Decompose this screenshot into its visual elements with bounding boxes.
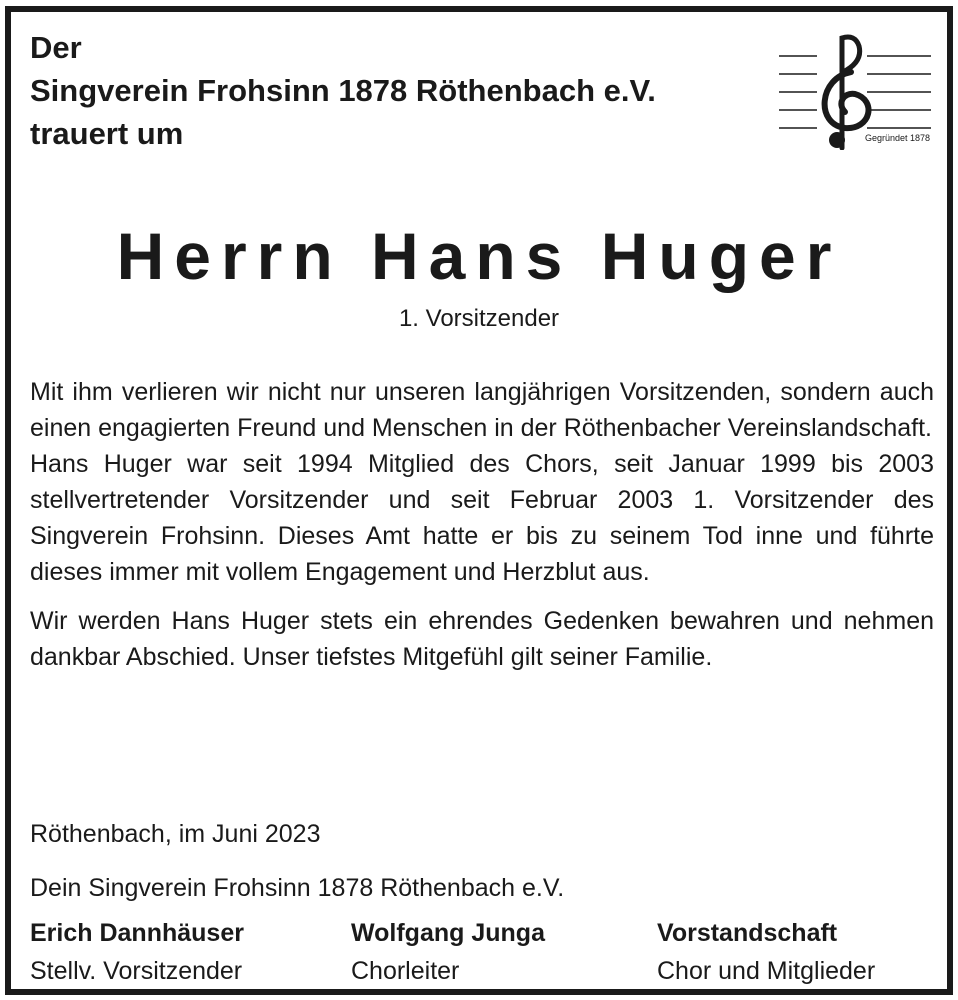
treble-clef-icon xyxy=(779,32,931,150)
signature-title: Stellv. Vorsitzender xyxy=(30,957,243,985)
signature-title: Chorleiter xyxy=(351,957,460,985)
deceased-role: 1. Vorsitzender xyxy=(398,305,560,332)
club-logo xyxy=(779,32,931,150)
signature-title: Chor und Mitglieder xyxy=(657,957,876,985)
place-date: Röthenbach, im Juni 2023 xyxy=(30,820,321,848)
paragraph-biography: Hans Huger war seit 1994 Mitglied des Chors, seit Januar 1999 bis 2003 stellvertretender Vorsitzender und seit Februar 2003 1. Vorsitzender des Singverein Frohsinn. Dieses Amt hatte er bis zu seinem Tod inne und führte dieses immer mit vollem Engagement und Herzblut aus. xyxy=(30,450,934,586)
obituary-text xyxy=(30,374,934,675)
signature-vorstandschaft xyxy=(657,914,875,990)
signature-name: Wolfgang Junga xyxy=(351,919,545,947)
header-line-club: Singverein Frohsinn 1878 Röthenbach e.V. xyxy=(30,73,656,108)
sender-line: Dein Singverein Frohsinn 1878 Röthenbach e.V. xyxy=(30,874,565,902)
signature-erich-dannhaeuser xyxy=(30,914,244,990)
header-line-mourns: trauert um xyxy=(30,116,184,151)
paragraph-farewell: Wir werden Hans Huger stets ein ehrendes Gedenken bewahren und nehmen dankbar Abschied. Unser tiefstes Mitgefühl gilt seiner Familie. xyxy=(30,607,934,671)
logo-caption: Gegründet 1878 xyxy=(865,133,931,143)
obituary-notice xyxy=(5,6,953,995)
header-line-der: Der xyxy=(30,30,82,65)
header-block xyxy=(30,26,656,155)
signature-name: Vorstandschaft xyxy=(657,919,838,947)
signature-name: Erich Dannhäuser xyxy=(30,919,244,947)
paragraph-tribute: Mit ihm verlieren wir nicht nur unseren langjährigen Vorsitzenden, sondern auch einen engagierten Freund und Menschen in der Röthenbacher Vereinslandschaft. xyxy=(30,378,934,442)
deceased-name: Herrn Hans Huger xyxy=(116,219,842,293)
signature-wolfgang-junga xyxy=(351,914,545,990)
